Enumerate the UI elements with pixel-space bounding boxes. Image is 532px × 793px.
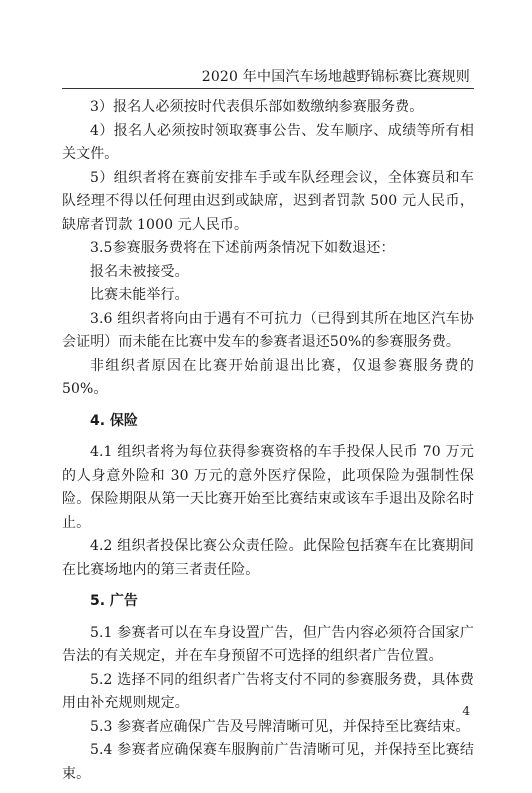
paragraph-section-5-4: 5.4 参赛者应确保赛车服胸前广告清晰可见，并保持至比赛结束。 [62, 742, 474, 782]
paragraph-section-4-1: 4.1 组织者将为每位获得参赛资格的车手投保人民币 70 万元的人身意外险和 30 万元的意外医疗保险，此项保险为强制性保险。保险期限从第一天比赛开始至比赛结束或该车手退出及除名时止。 [62, 444, 474, 531]
section-heading-advertising: 5. 广告 [90, 593, 138, 609]
paragraph-3-5: 5）组织者将在赛前安排车手或车队经理会议，全体赛员和车队经理不得以任何理由迟到或缺席，迟到者罚款 500 元人民币，缺席者罚款 1000 元人民币。 [62, 169, 474, 233]
paragraph-refund-case-1: 报名未被接受。 [90, 263, 189, 280]
header-divider [62, 88, 474, 89]
paragraph-3-3: 3）报名人必须按时代表俱乐部如数缴纳参赛服务费。 [90, 99, 424, 115]
paragraph-section-5-3: 5.3 参赛者应确保广告及号牌清晰可见，并保持至比赛结束。 [90, 718, 470, 735]
paragraph-section-3-5: 3.5参赛服务费将在下述前两条情况下如数退还： [90, 240, 395, 256]
paragraph-3-4: 4）报名人必须按时领取赛事公告、发车顺序、成绩等所有相关文件。 [62, 122, 474, 162]
paragraph-section-3-6: 3.6 组织者将向由于遇有不可抗力（已得到其所在地区汽车协会证明）而未能在比赛中发车的参赛者退还50%的参赛服务费。 [62, 310, 474, 350]
document-body [62, 96, 474, 786]
section-heading-insurance: 4. 保险 [90, 412, 138, 429]
page-number: 4 [462, 704, 470, 718]
document-header-title: 2020 年中国汽车场地越野锦标赛比赛规则 [201, 69, 470, 85]
paragraph-section-5-2: 5.2 选择不同的组织者广告将支付不同的参赛服务费，具体费用由补充规则规定。 [62, 671, 474, 711]
paragraph-section-4-2: 4.2 组织者投保比赛公众责任险。此保险包括赛车在比赛期间在比赛场地内的第三者责任险。 [62, 538, 474, 578]
paragraph-refund-case-2: 比赛未能举行。 [90, 287, 189, 303]
paragraph-section-5-1: 5.1 参赛者可以在车身设置广告，但广告内容必须符合国家广告法的有关规定，并在车身预留不可选择的组织者广告位置。 [62, 624, 474, 664]
paragraph-withdrawal: 非组织者原因在比赛开始前退出比赛，仅退参赛服务费的50%。 [62, 357, 474, 397]
